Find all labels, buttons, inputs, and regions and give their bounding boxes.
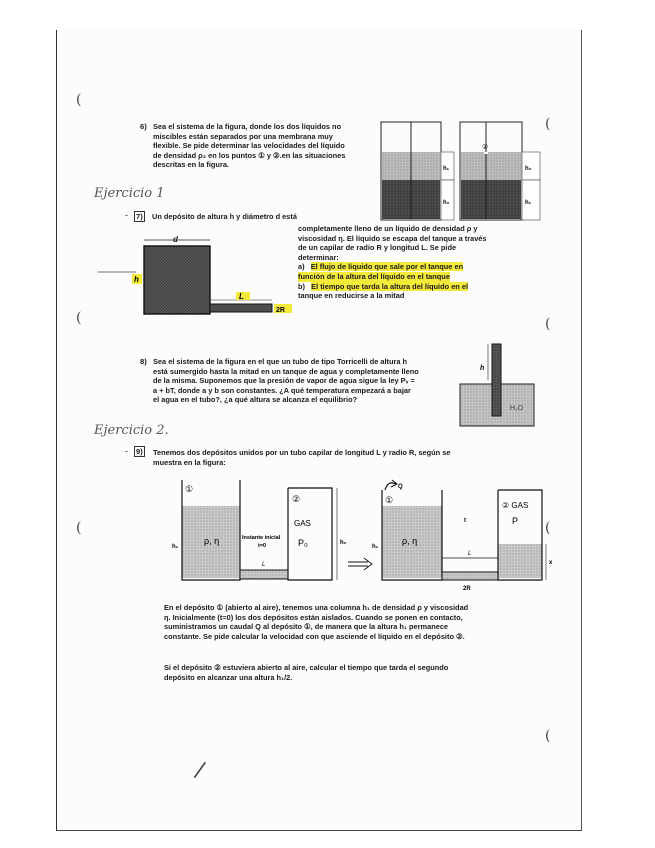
p7-label-h: h <box>134 275 139 284</box>
problem-9-paragraph-2 <box>164 663 524 682</box>
problem-7-b-line-1: El tiempo que tarda la altura del líquido en el <box>311 281 469 291</box>
margin-paren-2: ( <box>76 310 82 326</box>
problem-7-line-4: de un capilar de radio R y longitud L. Se pide <box>298 243 457 253</box>
problem-9-para1-line-3: suministramos un caudal Q al depósito ①, de manera que la altura h₁ permanece <box>164 622 449 632</box>
problem-9-para1-line-1: En el depósito ① (abierto al aire), tenemos una columna h₁ de densidad ρ y viscosidad <box>164 603 469 612</box>
p6-point-2: ② <box>482 144 489 151</box>
problem-7-a-line-1: El flujo de líquido que sale por el tanque en <box>310 262 464 272</box>
margin-paren-3: ( <box>76 520 82 536</box>
p9-left-tank2: ② <box>292 494 301 504</box>
problem-8-line-4: a + bT, donde a y b son constantes. ¿A qué temperatura empezará a bajar <box>153 385 411 395</box>
p9-right-p: P <box>512 516 519 526</box>
problem-7-line-3: viscosidad η. El líquido se escapa del tanque a través <box>298 233 487 243</box>
p9-right-t: t <box>464 518 466 524</box>
p9-right-tank2: ② GAS <box>502 501 529 510</box>
problem-7-line-1: Un depósito de altura h y diámetro d está <box>152 212 297 221</box>
problem-8-text <box>153 357 458 405</box>
problem-8-number: 8) <box>140 357 147 366</box>
problem-7-line-5: determinar: <box>298 252 339 262</box>
p9-left-gas: GAS <box>294 519 311 528</box>
problem-7-line-2: completamente lleno de un líquido de densidad ρ y <box>298 224 478 233</box>
problem-9-para1-line-4: constante. Se pide calcular la velocidad con que asciende el líquido en el depósito ②. <box>164 631 465 641</box>
problem-7-a-label: a) <box>298 262 305 272</box>
problem-6-line-1: Sea el sistema de la figura, donde los dos líquidos no <box>153 122 342 131</box>
problem-6-line-2: miscibles están separados por una membrana muy <box>153 131 333 141</box>
p8-label-water: H₂O <box>510 405 524 412</box>
p6-label-h1-right: h₁ <box>525 200 532 206</box>
problem-9-number: 9) <box>136 447 143 456</box>
margin-paren-4: ( <box>545 116 551 132</box>
p9-right-L: L <box>468 551 472 557</box>
problem-7-b-line-2: tanque en reducirse a la mitad <box>298 291 405 301</box>
p9-right-rho-eta: ρ, η <box>402 536 418 546</box>
problem-9-line-2: muestra en la figura: <box>153 457 226 467</box>
p6-label-h1-left: h₁ <box>443 166 450 172</box>
p6-label-h2-right: h₂ <box>525 166 532 172</box>
p9-right-x: x <box>549 560 553 566</box>
problem-8-line-1: Sea el sistema de la figura en el que un tubo de tipo Torricelli de altura h <box>153 357 408 366</box>
problem-7-figure <box>98 230 298 325</box>
margin-slash: / <box>192 757 208 784</box>
margin-paren-5: ( <box>545 316 551 332</box>
p9-left-tank1: ① <box>185 484 194 494</box>
problem-9-paragraph-1 <box>164 603 524 641</box>
p9-right-2R: 2R <box>463 586 471 590</box>
problem-8-line-2: está sumergido hasta la mitad en un tanque de agua y completamente lleno <box>153 366 419 376</box>
problem-7-a-line-2: función de la altura del líquido en el tanque <box>298 271 450 281</box>
p7-label-L: L <box>239 292 244 301</box>
p9-left-L: L <box>262 562 266 568</box>
problem-6-text <box>153 122 378 170</box>
heading-ejercicio-2: Ejercicio 2. <box>94 423 169 438</box>
problem-7-b-label: b) <box>298 281 305 291</box>
problem-9-para2-line-1: Si el depósito ② estuviera abierto al aire, calcular el tiempo que tarda el segundo <box>164 663 449 672</box>
p9-left-p0: P₀ <box>298 538 308 548</box>
problem-6-line-4: de densidad ρ₂ en los puntos ① y ②.en las situaciones <box>153 150 346 160</box>
p9-right-q: Q <box>398 484 403 490</box>
p9-right-h1: h₁ <box>372 544 379 550</box>
p7-label-d: d <box>173 235 178 244</box>
p6-label-h2-left: h₂ <box>443 200 450 206</box>
problem-6-figure <box>376 118 546 224</box>
problem-9-line-1: Tenemos dos depósitos unidos por un tubo capilar de longitud L y radio R, según se <box>153 448 451 457</box>
margin-paren-6: ( <box>545 520 551 536</box>
p8-label-h: h <box>480 365 485 372</box>
problem-6-number: 6) <box>140 122 147 131</box>
problem-9-intro <box>153 448 513 467</box>
problem-8-figure <box>458 340 538 430</box>
p9-left-t0: t=0 <box>258 543 267 549</box>
problem-6-line-5: descritas en la figura. <box>153 160 229 170</box>
p9-left-h1: h₁ <box>172 544 179 550</box>
problem-8-line-5: el agua en el tubo?, ¿a qué altura se alcanza el equilibrio? <box>153 395 358 405</box>
problem-8-line-3: de la misma. Suponemos que la presión de vapor de agua sigue la ley Pᵥ = <box>153 376 415 386</box>
problem-6-line-3: flexible. Se pide determinar las velocidades del líquido <box>153 141 345 151</box>
p9-left-h0: h₀ <box>340 540 347 546</box>
p9-left-instante: Instante inicial <box>242 535 281 541</box>
p7-label-2R: 2R <box>276 307 285 314</box>
problem-7-text <box>298 224 526 301</box>
problem-7-number: 7) <box>136 212 143 221</box>
p9-left-rho-eta: ρ, η <box>204 536 220 546</box>
heading-ejercicio-1: Ejercicio 1 <box>94 186 165 201</box>
margin-paren-1: ( <box>76 92 82 108</box>
margin-paren-7: ( <box>545 728 551 744</box>
problem-9-para2-line-2: depósito en alcanzar una altura h₁/2. <box>164 672 293 682</box>
p9-right-tank1: ① <box>385 495 394 505</box>
problem-9-para1-line-2: η. Inicialmente (t=0) los dos depósitos están aislados. Cuando se ponen en contacto, <box>164 612 463 622</box>
problem-9-figure <box>170 478 560 590</box>
